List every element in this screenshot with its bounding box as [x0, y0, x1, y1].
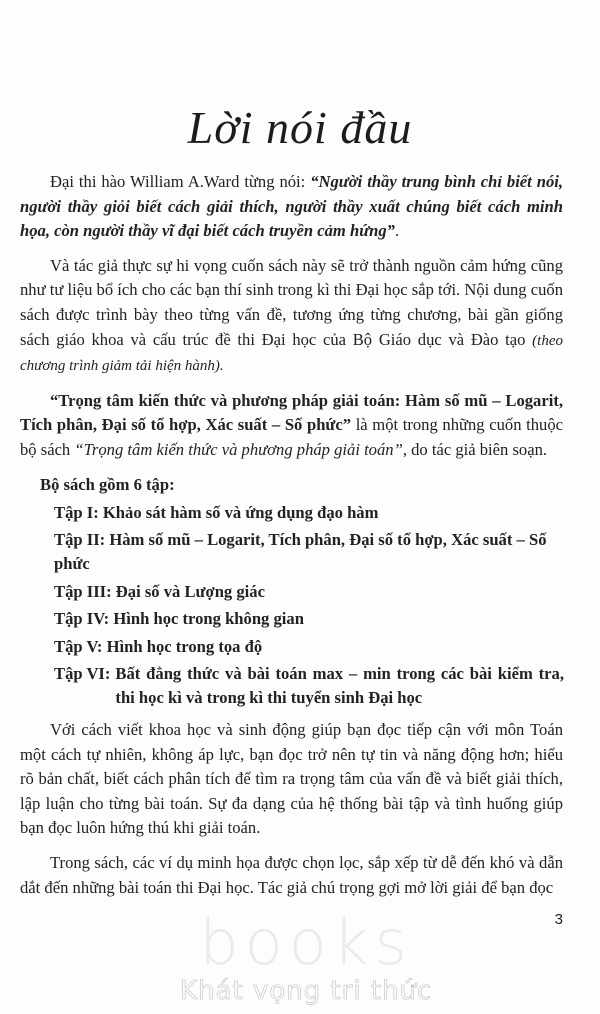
purpose-note: (theo chương trình giảm tải hiện hành). — [20, 332, 563, 375]
volume-item — [54, 662, 564, 710]
volume-item — [54, 635, 564, 659]
watermark — [180, 906, 433, 1007]
volume-item — [54, 580, 564, 604]
volume-title: Hàm số mũ – Logarit, Tích phân, Đại số tổ hợp, Xác suất – Số phức — [54, 530, 547, 574]
quote-text: “Người thầy trung bình chỉ biết nói, người thầy giỏi biết cách giải thích, người thầy xuất chúng biết cách minh họa, còn người thầy vĩ đại biết cách truyền cảm hứng” — [20, 172, 564, 241]
series-end: , do tác giả biên soạn. — [402, 439, 548, 459]
volume-title: Hình học trong tọa độ — [106, 636, 263, 656]
volume-label: Tập IV: — [54, 609, 110, 629]
volume-title: Khảo sát hàm số và ứng dụng đạo hàm — [102, 502, 379, 522]
set-heading: Bộ sách gồm 6 tập: — [40, 474, 175, 494]
purpose-text: Và tác giả thực sự hi vọng cuốn sách này sẽ trở thành nguồn cảm hứng cũng như tư liệu bổ ích cho các bạn thí sinh trong kì thi Đại học sắp tới. Nội dung cuốn sách được trình bày theo từng vấn đề, tương ứng từng chương, bài gần giống sách giáo khoa và cấu trúc đề thi Đại học của Bộ Giáo dục và Đào tạo — [20, 255, 563, 349]
volume-label: Tập II: — [54, 530, 106, 550]
paragraph-quote — [20, 170, 563, 244]
page-title: Lời nói đầu — [187, 102, 413, 153]
book-title: “Trọng tâm kiến thức và phương pháp giải toán: Hàm số mũ – Logarit, Tích phân, Đại số tổ hợp, Xác suất – Số phức” — [20, 390, 563, 435]
volume-item — [54, 528, 564, 576]
volume-title: Hình học trong không gian — [113, 609, 304, 629]
volume-label: Tập III: — [54, 581, 112, 601]
volume-list — [54, 501, 564, 711]
volume-label: Tập VI: — [54, 664, 111, 684]
volume-label: Tập V: — [54, 636, 103, 656]
page-number: 3 — [554, 911, 563, 929]
watermark-slogan: Khát vọng tri thức — [180, 976, 433, 1007]
volume-title: Bất đẳng thức và bài toán max – min trong các bài kiểm tra, thi học kì và trong kì thi tuyển sinh Đại học — [115, 664, 564, 708]
quote-intro: Đại thi hào William A.Ward từng nói: — [50, 172, 311, 191]
paragraph-purpose — [20, 254, 563, 379]
series-middle: là một trong những cuốn thuộc bộ sách — [20, 415, 563, 459]
paragraph-series — [20, 389, 563, 463]
series-title: “Trọng tâm kiến thức và phương pháp giải toán” — [74, 439, 403, 459]
volume-title: Đại số và Lượng giác — [115, 581, 265, 601]
watermark-brand: books — [199, 906, 413, 980]
quote-end: . — [394, 221, 400, 241]
paragraph-examples: Trong sách, các ví dụ minh họa được chọn lọc, sắp xếp từ dễ đến khó và dẫn dắt đến những bài toán thi Đại học. Tác giả chú trọng gợi mở lời giải để bạn đọc — [20, 853, 563, 897]
volume-item — [54, 607, 564, 631]
paragraph-method: Với cách viết khoa học và sinh động giúp bạn đọc tiếp cận với môn Toán một cách tự nhiên, không áp lực, bạn đọc trở nên tự tin và năng động hơn; hiểu rõ bản chất, biết cách phân tích để tìm ra trọng tâm của vấn đề và biết giải thích, lập luận cho từng bài toán. Sự đa dạng của hệ thống bài tập và tình huống giúp bạn đọc luôn hứng thú khi giải toán. — [20, 720, 563, 838]
volume-label: Tập I: — [54, 502, 99, 522]
page-footer — [20, 906, 563, 1014]
volume-item — [54, 501, 564, 525]
